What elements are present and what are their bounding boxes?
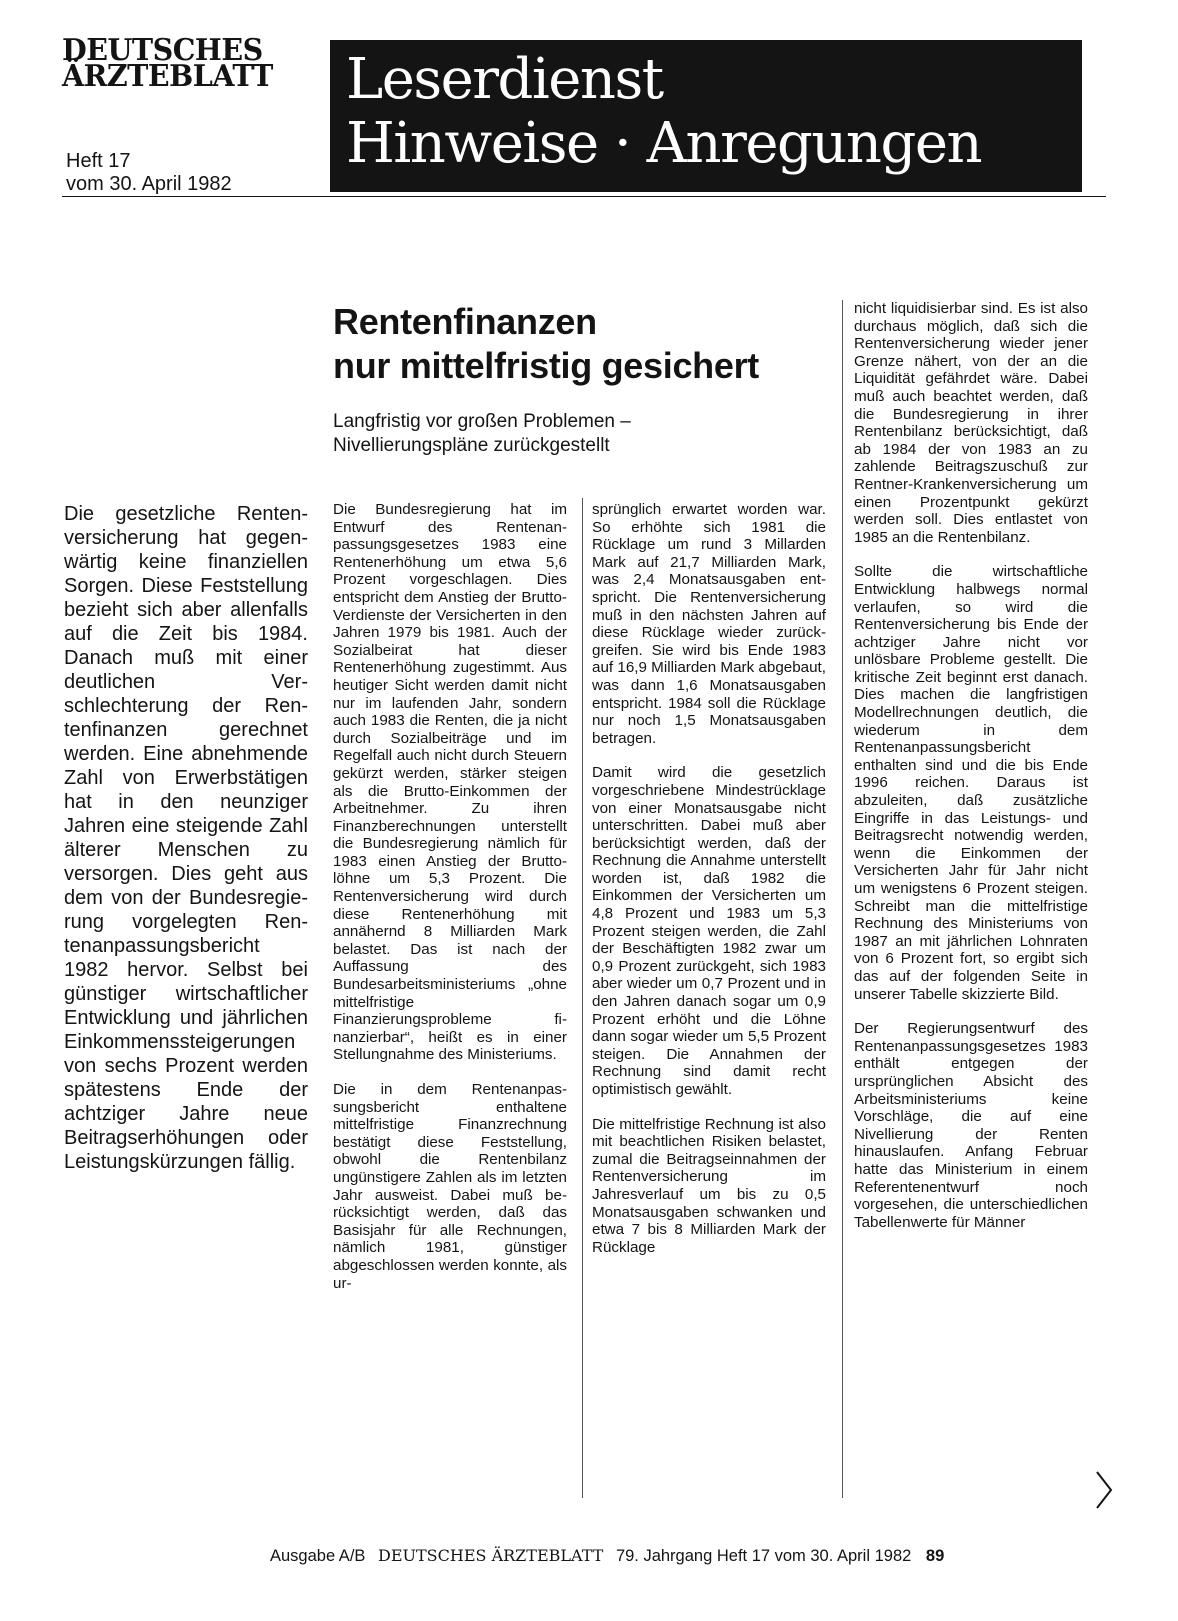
banner-line-1: Leserdienst: [346, 47, 663, 112]
issue-info: [66, 150, 232, 196]
paragraph: Der Regierungsentwurf des Rentenanpassungsgesetzes 1983 enthält entgegen der ursprünglichen Absicht des Arbeitsministeriums keine Vorschläge, die auf eine Nivellierung der Renten hinauslaufen. Anfang Februar hatte das Ministerium in einem Referentenentwurf noch vorgesehen, die unterschiedlichen Tabellenwerte für Männer: [854, 1020, 1088, 1231]
issue-number: Heft 17: [66, 150, 131, 172]
paragraph: Die Bundesregierung hat im Entwurf des Rentenanpassungsgesetzes 1983 eine Rentenerhöhung um etwa 5,6 Prozent vorgeschlagen. Dies entspricht dem Anstieg der Brutto-Verdienste der Versicherten in den Jahren 1979 bis 1981. Auch der Sozialbeirat hat dieser Rentenerhöhung zugestimmt. Aus heutiger Sicht werden damit nicht nur im laufenden Jahr, sondern auch 1983 die Renten, die ja nicht durch Sozialbeiträge und im Regelfall auch nicht durch Steuern gekürzt werden, stärker steigen als die Brutto-Einkommen der Arbeitnehmer. Zu ihren Finanzberechnungen unterstellt die Bundesregierung nämlich für 1983 einen Anstieg der Bruttolöhne um 5,3 Prozent. Die Rentenversicherung wird durch diese Rentenerhöhung mit annähernd 8 Milliarden Mark belastet. Das ist nach der Auffassung des Bundesarbeitsministeriums „ohne mittelfristige Finanzierungsprobleme finanzierbar“, heißt es in einer Stellungnahme des Ministeriums.: [333, 501, 567, 1064]
text-column-3: [854, 300, 1088, 1505]
title-line-2: nur mittelfristig gesichert: [333, 345, 759, 386]
text-column-2: [592, 501, 826, 1505]
issue-date: vom 30. April 1982: [66, 173, 232, 195]
page-number: 89: [925, 1547, 945, 1565]
section-banner: [330, 40, 1082, 192]
article-subtitle: [333, 410, 833, 458]
footer-brand: DEUTSCHES ÄRZTEBLATT: [378, 1546, 604, 1565]
masthead-line-1: DEUTSCHES: [62, 33, 263, 68]
column-divider: [842, 300, 843, 1498]
title-line-1: Rentenfinanzen: [333, 301, 597, 342]
subtitle-line-2: Nivellierungspläne zurückgestellt: [333, 435, 610, 456]
article-lead: Die gesetzliche Rentenversicherung hat gegenwärtig keine finanziellen Sorgen. Diese Feststellung bezieht sich aber allenfalls auf die Zeit bis 1984. Danach muß mit einer deutlichen Verschlechterung der Rentenfinanzen gerechnet werden. Eine abnehmende Zahl von Erwerbstätigen hat in den neunziger Jahren eine steigende Zahl älterer Menschen zu versorgen. Dies geht aus dem von der Bundesregierung vorgelegten Rentenanpassungsbericht 1982 hervor. Selbst bei günstiger wirtschaftlicher Entwicklung und jährlichen Einkommenssteigerungen von sechs Prozent werden spätestens Ende der achtziger Jahre neue Beitragserhöhungen oder Leistungskürzungen fällig.: [64, 503, 308, 1173]
paragraph: Die in dem Rentenanpassungsbericht enthaltene mittelfristige Finanzrechnung bestätigt diese Feststellung, obwohl die Rentenbilanz ungünstigere Zahlen als im letzten Jahr ausweist. Dabei muß berücksichtigt werden, daß das Basisjahr für alle Rechnungen, nämlich 1981, günstiger abgeschlossen werden konnte, als ur-: [333, 1081, 567, 1292]
article-title: [333, 300, 853, 388]
paragraph: sprünglich erwartet worden war. So erhöhte sich 1981 die Rücklage um rund 3 Millarden Mark auf 21,7 Milliarden Mark, was 2,4 Monatsausgaben entspricht. Die Rentenversicherung muß in den nächsten Jahren auf diese Rücklage wieder zurückgreifen. Sie wird bis Ende 1983 auf 16,9 Milliarden Mark abgebaut, was dann 1,6 Monatsausgaben entspricht. 1984 soll die Rücklage nur noch 1,5 Monatsausgaben betragen.: [592, 501, 826, 747]
subtitle-line-1: Langfristig vor großen Problemen –: [333, 411, 631, 432]
paragraph: nicht liquidisierbar sind. Es ist also durchaus möglich, daß sich die Rentenversicherung wieder jener Grenze nähert, von der an die Liquidität gefährdet wäre. Dabei muß auch beachtet werden, daß die Bundesregierung in ihrer Rentenbilanz berücksichtigt, daß ab 1984 der von 1983 an zu zahlende Beitragszuschuß zur Rentner-Krankenversicherung um einen Prozentpunkt gekürzt werden soll. Dies entlastet von 1985 an die Rentenbilanz.: [854, 300, 1088, 546]
text-column-1: [333, 501, 567, 1505]
masthead-logo: [62, 33, 290, 94]
column-divider: [582, 498, 583, 1498]
paragraph: Damit wird die gesetzlich vorgeschriebene Mindestrücklage von einer Monatsausgabe nicht unterschritten. Dabei muß aber berücksichtigt werden, daß der Rechnung die Annahme unterstellt worden ist, daß 1982 die Einkommen der Versicherten um 4,8 Prozent und 1983 um 5,3 Prozent steigen werden, die Zahl der Beschäftigten 1982 zwar um 0,9 Prozent zurückgeht, sich 1983 aber wieder um 0,7 Prozent und in den Jahren danach sogar um 0,9 Prozent erhöht und die Löhne dann sogar wieder um 5,5 Prozent steigen. Die Annahmen der Rechnung sind damit recht optimistisch gewählt.: [592, 764, 826, 1098]
continue-arrow-icon: [1094, 1470, 1114, 1510]
page-footer: [270, 1546, 1110, 1566]
header-rule: [62, 196, 1106, 197]
banner-line-2: Hinweise · Anregungen: [346, 111, 982, 176]
footer-volume: 79. Jahrgang Heft 17 vom 30. April 1982: [615, 1547, 912, 1565]
paragraph: Sollte die wirtschaftliche Entwicklung halbwegs normal verlaufen, so wird die Rentenversicherung bis Ende der achtziger Jahre nicht vor unlösbare Probleme gestellt. Die kritische Zeit beginnt erst danach. Dies machen die langfristigen Modellrechnungen deutlich, die wiederum in dem Rentenanpassungsbericht enthalten sind und die bis Ende 1996 reichen. Daraus ist abzuleiten, daß zusätzliche Eingriffe in das Leistungs- und Beitragsrecht notwendig werden, wenn die Einkommen der Versicherten Jahr für Jahr nicht um wenigstens 6 Prozent steigen. Schreibt man die mittelfristige Rechnung des Ministeriums von 1987 an mit jährlichen Lohnraten von 6 Prozent fort, so ergibt sich das auf der folgenden Seite in unserer Tabelle skizzierte Bild.: [854, 563, 1088, 1003]
footer-edition: Ausgabe A/B: [270, 1547, 366, 1565]
masthead-line-2: ÄRZTEBLATT: [62, 59, 273, 94]
paragraph: Die mittelfristige Rechnung ist also mit beachtlichen Risiken belastet, zumal die Beitragseinnahmen der Rentenversicherung im Jahresverlauf um bis zu 0,5 Monatsausgaben schwanken und etwa 7 bis 8 Milliarden Mark der Rücklage: [592, 1115, 826, 1256]
